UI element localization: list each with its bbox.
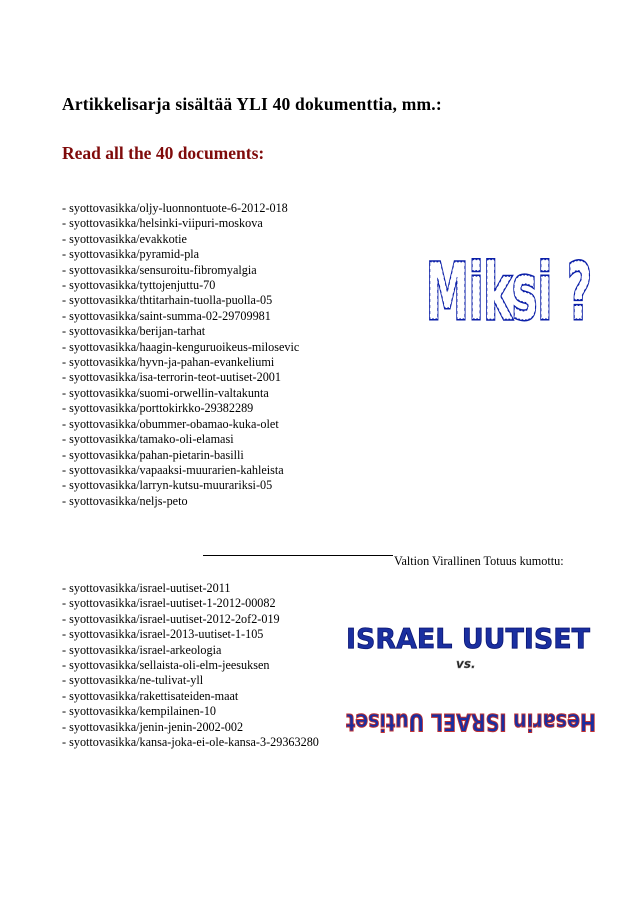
- document-link-item[interactable]: - syottovasikka/rakettisateiden-maat: [62, 688, 239, 703]
- miksi-heading-text: Miksi ?: [426, 248, 592, 338]
- document-link-item[interactable]: - syottovasikka/isa-terrorin-teot-uutiset-2001: [62, 370, 281, 385]
- document-list-israel: [62, 581, 319, 750]
- divider-caption: Valtion Virallinen Totuus kumottu:: [394, 554, 564, 568]
- document-link-item[interactable]: - syottovasikka/oljy-luonnontuote-6-2012-018: [62, 201, 288, 215]
- document-link-item[interactable]: - syottovasikka/sellaista-oli-elm-jeesuksen: [62, 658, 270, 673]
- document-link-item[interactable]: - syottovasikka/sensuroitu-fibromyalgia: [62, 262, 257, 277]
- document-link-item[interactable]: - syottovasikka/tyttojenjuttu-70: [62, 278, 216, 293]
- document-link-item[interactable]: - syottovasikka/kempilainen-10: [62, 704, 217, 719]
- page-title: Artikkelisarja sisältää YLI 40 dokumenttia, mm.:: [62, 94, 442, 114]
- document-link-item[interactable]: - syottovasikka/israel-2013-uutiset-1-105: [62, 627, 264, 642]
- document-link-item[interactable]: - syottovasikka/evakkotie: [62, 231, 187, 246]
- document-link-item[interactable]: - syottovasikka/helsinki-viipuri-moskova: [62, 216, 263, 231]
- document-link-item[interactable]: - syottovasikka/israel-uutiset-2012-2of2-019: [62, 611, 280, 626]
- miksi-heading-stripes: Miksi ?: [426, 248, 592, 338]
- document-link-item[interactable]: - syottovasikka/kansa-joka-ei-ole-kansa-3-29363280: [62, 735, 319, 750]
- page-subtitle: Read all the 40 documents:: [62, 143, 265, 163]
- israel-logo-bottom-text: Hesarin ISRAEL Uutiset: [346, 708, 596, 736]
- israel-logo-middle-text: vs.: [456, 657, 476, 671]
- document-link-item[interactable]: - syottovasikka/jenin-jenin-2002-002: [62, 719, 244, 734]
- document-link-item[interactable]: - syottovasikka/israel-uutiset-2011: [62, 581, 231, 595]
- divider-line: [203, 555, 393, 556]
- document-link-item[interactable]: - syottovasikka/porttokirkko-29382289: [62, 401, 254, 416]
- document-link-item[interactable]: - syottovasikka/haagin-kenguruoikeus-milosevic: [62, 339, 300, 354]
- document-link-item[interactable]: - syottovasikka/ne-tulivat-yll: [62, 673, 204, 688]
- document-link-item[interactable]: - syottovasikka/israel-arkeologia: [62, 642, 222, 657]
- document-link-item[interactable]: - syottovasikka/tamako-oli-elamasi: [62, 432, 234, 447]
- document-link-item[interactable]: - syottovasikka/vapaaksi-muurarien-kahleista: [62, 462, 284, 477]
- document-link-item[interactable]: - syottovasikka/larryn-kutsu-muurariksi-05: [62, 478, 273, 493]
- israel-uutiset-logo: [344, 620, 604, 736]
- document-link-item[interactable]: - syottovasikka/neljs-peto: [62, 493, 188, 508]
- document-link-item[interactable]: - syottovasikka/saint-summa-02-29709981: [62, 308, 271, 323]
- miksi-heading-graphic: [426, 248, 596, 338]
- document-link-item[interactable]: - syottovasikka/obummer-obamao-kuka-olet: [62, 416, 279, 431]
- document-list-primary: [62, 201, 299, 509]
- document-link-item[interactable]: - syottovasikka/pyramid-pla: [62, 247, 200, 262]
- document-link-item[interactable]: - syottovasikka/suomi-orwellin-valtakunta: [62, 385, 269, 400]
- document-link-item[interactable]: - syottovasikka/hyvn-ja-pahan-evankeliumi: [62, 355, 275, 370]
- document-link-item[interactable]: - syottovasikka/israel-uutiset-1-2012-00082: [62, 596, 276, 611]
- israel-logo-top-text: ISRAEL UUTISET: [346, 622, 590, 655]
- document-link-item[interactable]: - syottovasikka/berijan-tarhat: [62, 324, 206, 339]
- document-link-item[interactable]: - syottovasikka/pahan-pietarin-basilli: [62, 447, 244, 462]
- document-link-item[interactable]: - syottovasikka/thtitarhain-tuolla-puolla-05: [62, 293, 273, 308]
